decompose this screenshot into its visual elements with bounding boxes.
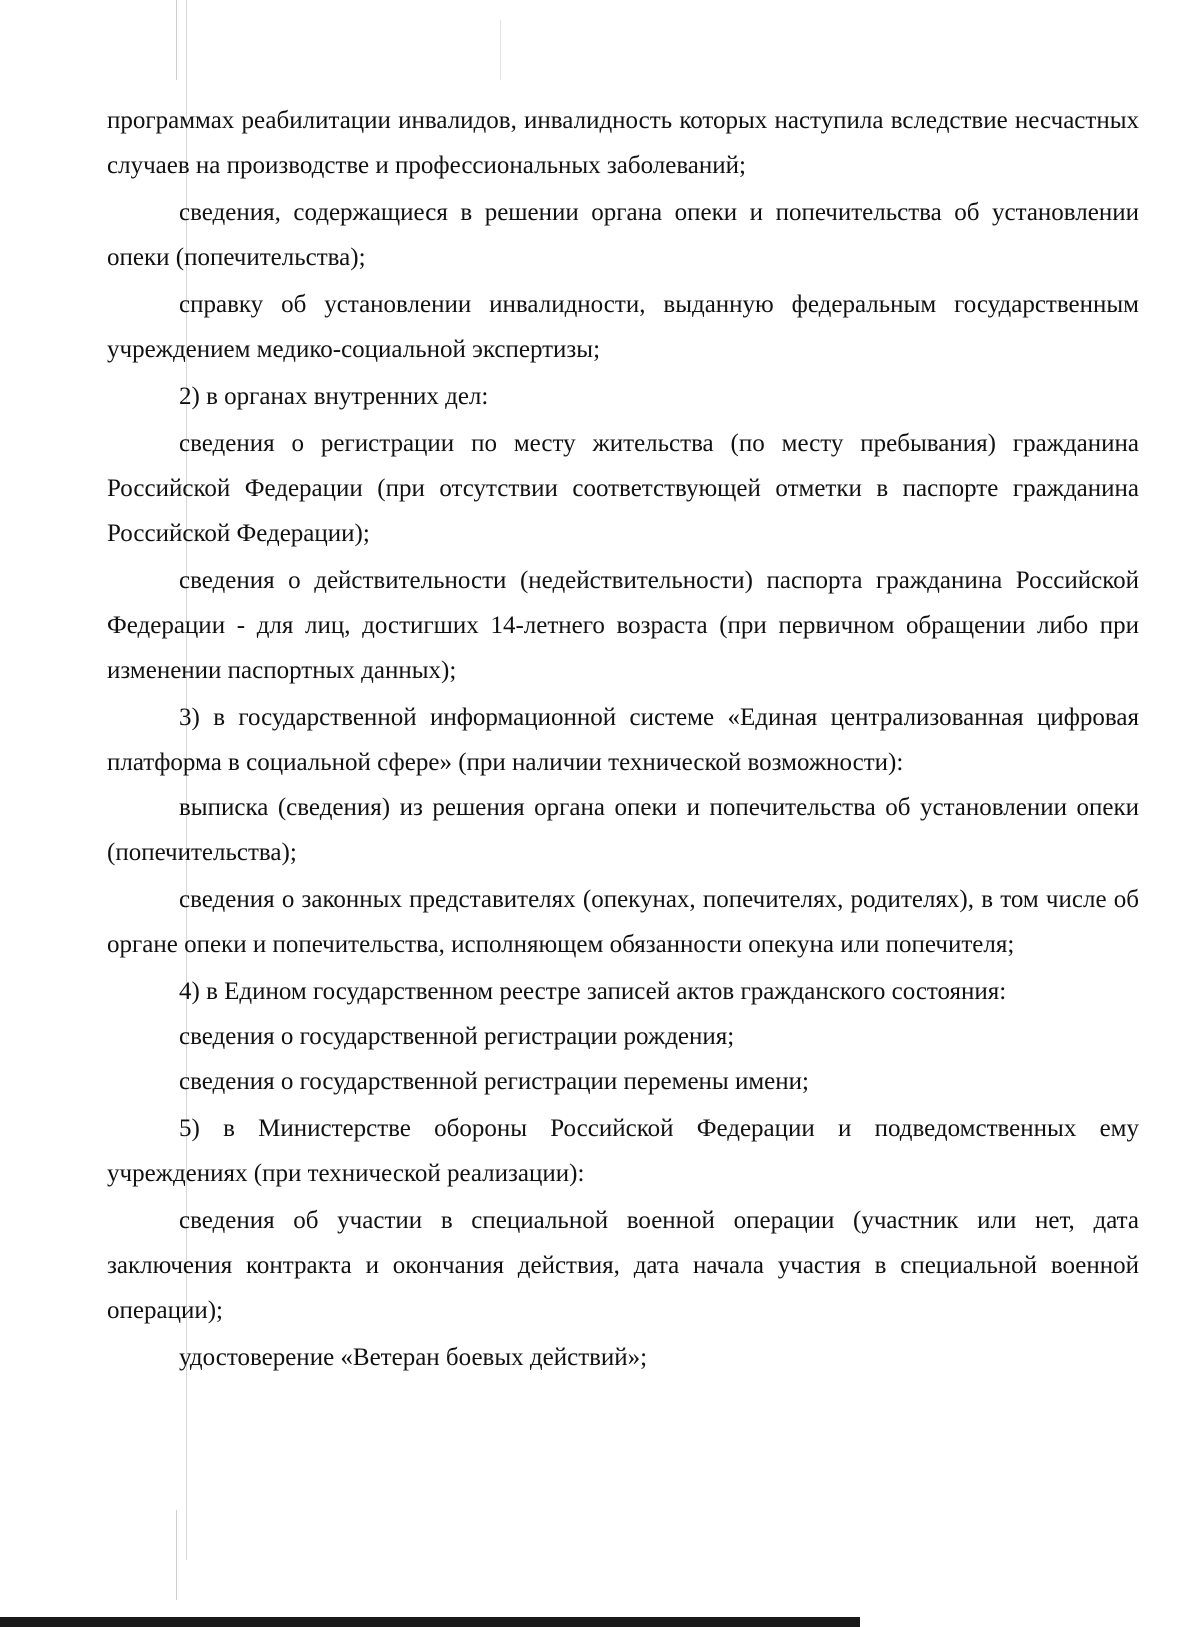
paragraph: 4) в Едином государственном реестре записей актов гражданского состояния: [179, 978, 1007, 1005]
paragraph: удостоверение «Ветеран боевых действий»; [179, 1344, 648, 1371]
paragraph: сведения о государственной регистрации рождения; [179, 1023, 735, 1050]
paragraph: 5) в Министерстве обороны Российской Федерации и подведомственных ему учреждениях (при технической реализации): [107, 1115, 1139, 1187]
paragraph: 3) в государственной информационной системе «Единая централизованная цифровая платформа в социальной сфере» (при наличии технической возможности): [107, 704, 1139, 776]
scan-bottom-edge-gap [860, 1615, 1200, 1627]
scan-artifact-line [176, 1510, 177, 1600]
paragraph: 2) в органах внутренних дел: [179, 383, 489, 410]
paragraph: сведения о регистрации по месту жительства (по месту пребывания) гражданина Российской Федерации (при отсутствии соответствующей отметки в паспорте гражданина Российской Федерации); [107, 430, 1139, 547]
paragraph: сведения, содержащиеся в решении органа опеки и попечительства об установлении опеки (попечительства); [107, 199, 1139, 271]
paragraph: программах реабилитации инвалидов, инвалидность которых наступила вследствие несчастных случаев на производстве и профессиональных заболеваний; [107, 107, 1139, 179]
scan-artifact-line [176, 0, 177, 80]
paragraph: сведения о законных представителях (опекунах, попечителях, родителях), в том числе об органе опеки и попечительства, исполняющем обязанности опекуна или попечителя; [107, 886, 1139, 958]
document-body [107, 98, 1139, 1380]
paragraph: выписка (сведения) из решения органа опеки и попечительства об установлении опеки (попечительства); [107, 794, 1139, 866]
paragraph: сведения о государственной регистрации перемены имени; [179, 1068, 809, 1095]
scan-artifact-line [500, 20, 501, 80]
paragraph: сведения о действительности (недействительности) паспорта гражданина Российской Федерации - для лиц, достигших 14-летнего возраста (при первичном обращении либо при изменении паспортных данных); [107, 567, 1139, 684]
paragraph: сведения об участии в специальной военной операции (участник или нет, дата заключения контракта и окончания действия, дата начала участия в специальной военной операции); [107, 1207, 1139, 1324]
paragraph: справку об установлении инвалидности, выданную федеральным государственным учреждением медико-социальной экспертизы; [107, 291, 1139, 363]
